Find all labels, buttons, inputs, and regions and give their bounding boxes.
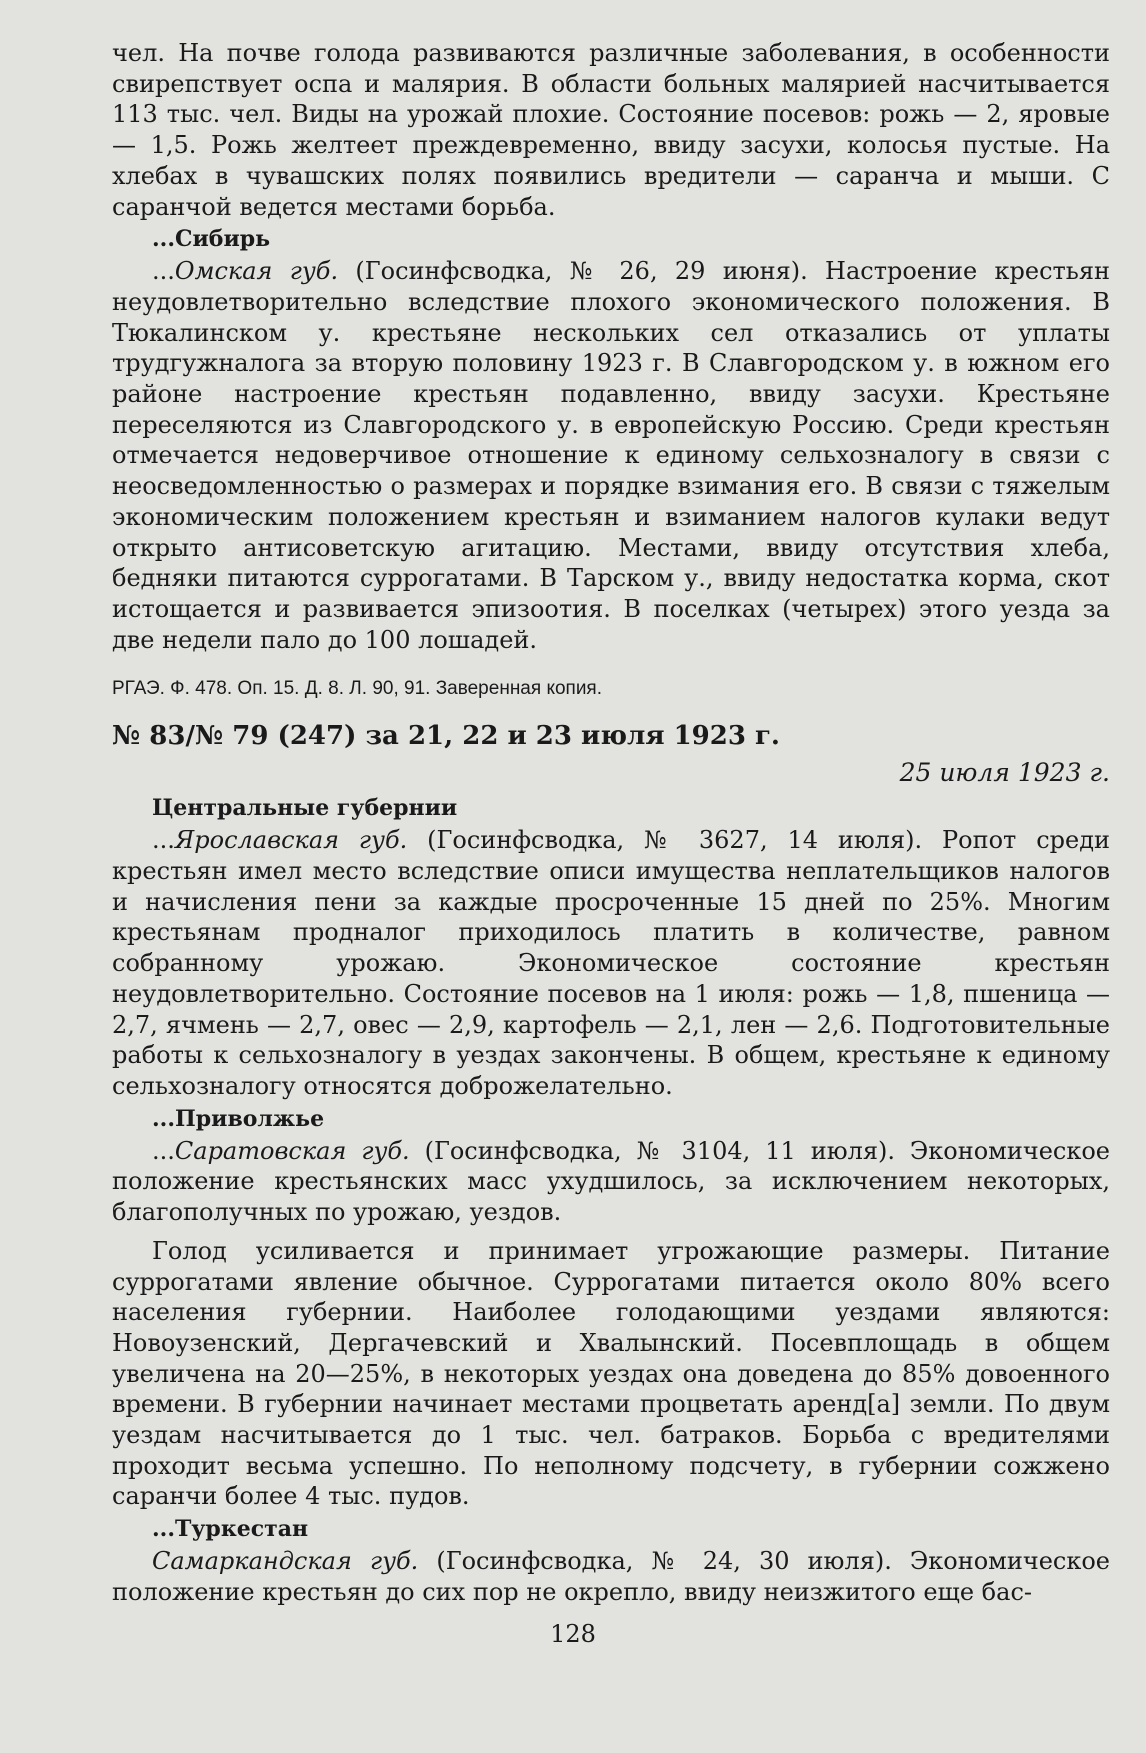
ellipsis: ... (152, 257, 175, 286)
paragraph-samarkand (112, 1546, 1110, 1607)
section-heading-siberia: ...Сибирь (152, 226, 271, 253)
paragraph-saratov-body: (Госинфсводка, № 3104, 11 июля). Экономическое положение крестьянских масс ухудшилось, за исключением некоторых, благополучных по урожаю, уездов. (112, 1136, 1110, 1227)
paragraph-yaroslavl-body: (Госинфсводка, № 3627, 14 июля). Ропот среди крестьян имел место вследствие описи имущества неплательщиков налогов и начисления пени за каждые просроченные 15 дней по 25%. Многим крестьянам продналог приходилось платить в количестве, равном собранному урожаю. Экономическое состояние крестьян неудовлетворительно. Состояние посевов на 1 июля: рожь — 1,8, пшеница — 2,7, ячмень — 2,7, овес — 2,9, картофель — 2,1, лен — 2,6. Подготовительные работы к сельхозналогу в уездах закончены. В общем, крестьяне к единому сельхозналогу относятся доброжелательно. (112, 826, 1110, 1100)
region-name-samarkand: Самаркандская губ. (152, 1547, 419, 1576)
document-date: 25 июля 1923 г. (899, 758, 1110, 788)
ellipsis: ... (152, 826, 175, 855)
paragraph-omsk-body: (Госинфсводка, № 26, 29 июня). Настроение крестьян неудовлетворительно вследствие плохого экономического положения. В Тюкалинском у. крестьяне нескольких сел отказались от уплаты трудгужналога за вторую половину 1923 г. В Славгородском у. в южном его районе настроение крестьян подавленно, ввиду засухи. Крестьяне переселяются из Славгородского у. в европейскую Россию. Среди крестьян отмечается недоверчивое отношение к единому сельхозналогу в связи с неосведомленностью о размерах и порядке взимания его. В связи с тяжелым экономическим положением крестьян и взиманием налогов кулаки ведут открыто антисоветскую агитацию. Местами, ввиду отсутствия хлеба, бедняки питаются суррогатами. В Тарском у., ввиду недостатка корма, скот истощается и развивается эпизоотия. В поселках (четырех) этого уезда за две недели пало до 100 лошадей. (112, 257, 1110, 654)
paragraph-samarkand-body: (Госинфсводка, № 24, 30 июля). Экономическое положение крестьян до сих пор не окрепло, ввиду неизжитого еще бас- (112, 1547, 1110, 1606)
section-heading-central: Центральные губернии (152, 795, 458, 822)
document-heading: № 83/№ 79 (247) за 21, 22 и 23 июля 1923 г. (112, 721, 780, 752)
section-heading-turkestan: ...Туркестан (152, 1516, 309, 1543)
region-name-omsk: Омская губ. (174, 257, 339, 286)
region-name-saratov: Саратовская губ. (174, 1136, 410, 1165)
paragraph-saratov (112, 1136, 1110, 1228)
paragraph-yaroslavl (112, 825, 1110, 1101)
region-name-yaroslavl: Ярославская губ. (174, 826, 408, 855)
paragraph-famine-saratov: Голод усиливается и принимает угрожающие размеры. Питание суррогатами явление обычное. Суррогатами питается около 80% всего населения губернии. Наиболее голодающими уездами являются: Новоузенский, Дергачевский и Хвалынский. Посевплощадь в общем увеличена на 20—25%, в некоторых уездах она доведена до 85% довоенного времени. В губернии начинает местами процветать аренд[а] земли. По двум уездам насчитывается до 1 тыс. чел. батраков. Борьба с вредителями проходит весьма успешно. По неполному подсчету, в губернии сожжено саранчи более 4 тыс. пудов. (112, 1236, 1110, 1511)
archive-source-note: РГАЭ. Ф. 478. Оп. 15. Д. 8. Л. 90, 91. Заверенная копия. (112, 678, 603, 700)
page-number: 128 (550, 1620, 596, 1648)
paragraph-omsk (112, 256, 1110, 655)
ellipsis: ... (152, 1136, 175, 1165)
section-heading-volga: ...Приволжье (152, 1105, 325, 1132)
paragraph-famine-diseases: чел. На почве голода развиваются различные заболевания, в особенности свирепствует оспа и малярия. В области больных малярией насчитывается 113 тыс. чел. Виды на урожай плохие. Состояние посевов: рожь — 2, яровые — 1,5. Рожь желтеет преждевременно, ввиду засухи, колосья пустые. На хлебах в чувашских полях появились вредители — саранча и мыши. С саранчой ведется местами борьба. (112, 39, 1110, 221)
